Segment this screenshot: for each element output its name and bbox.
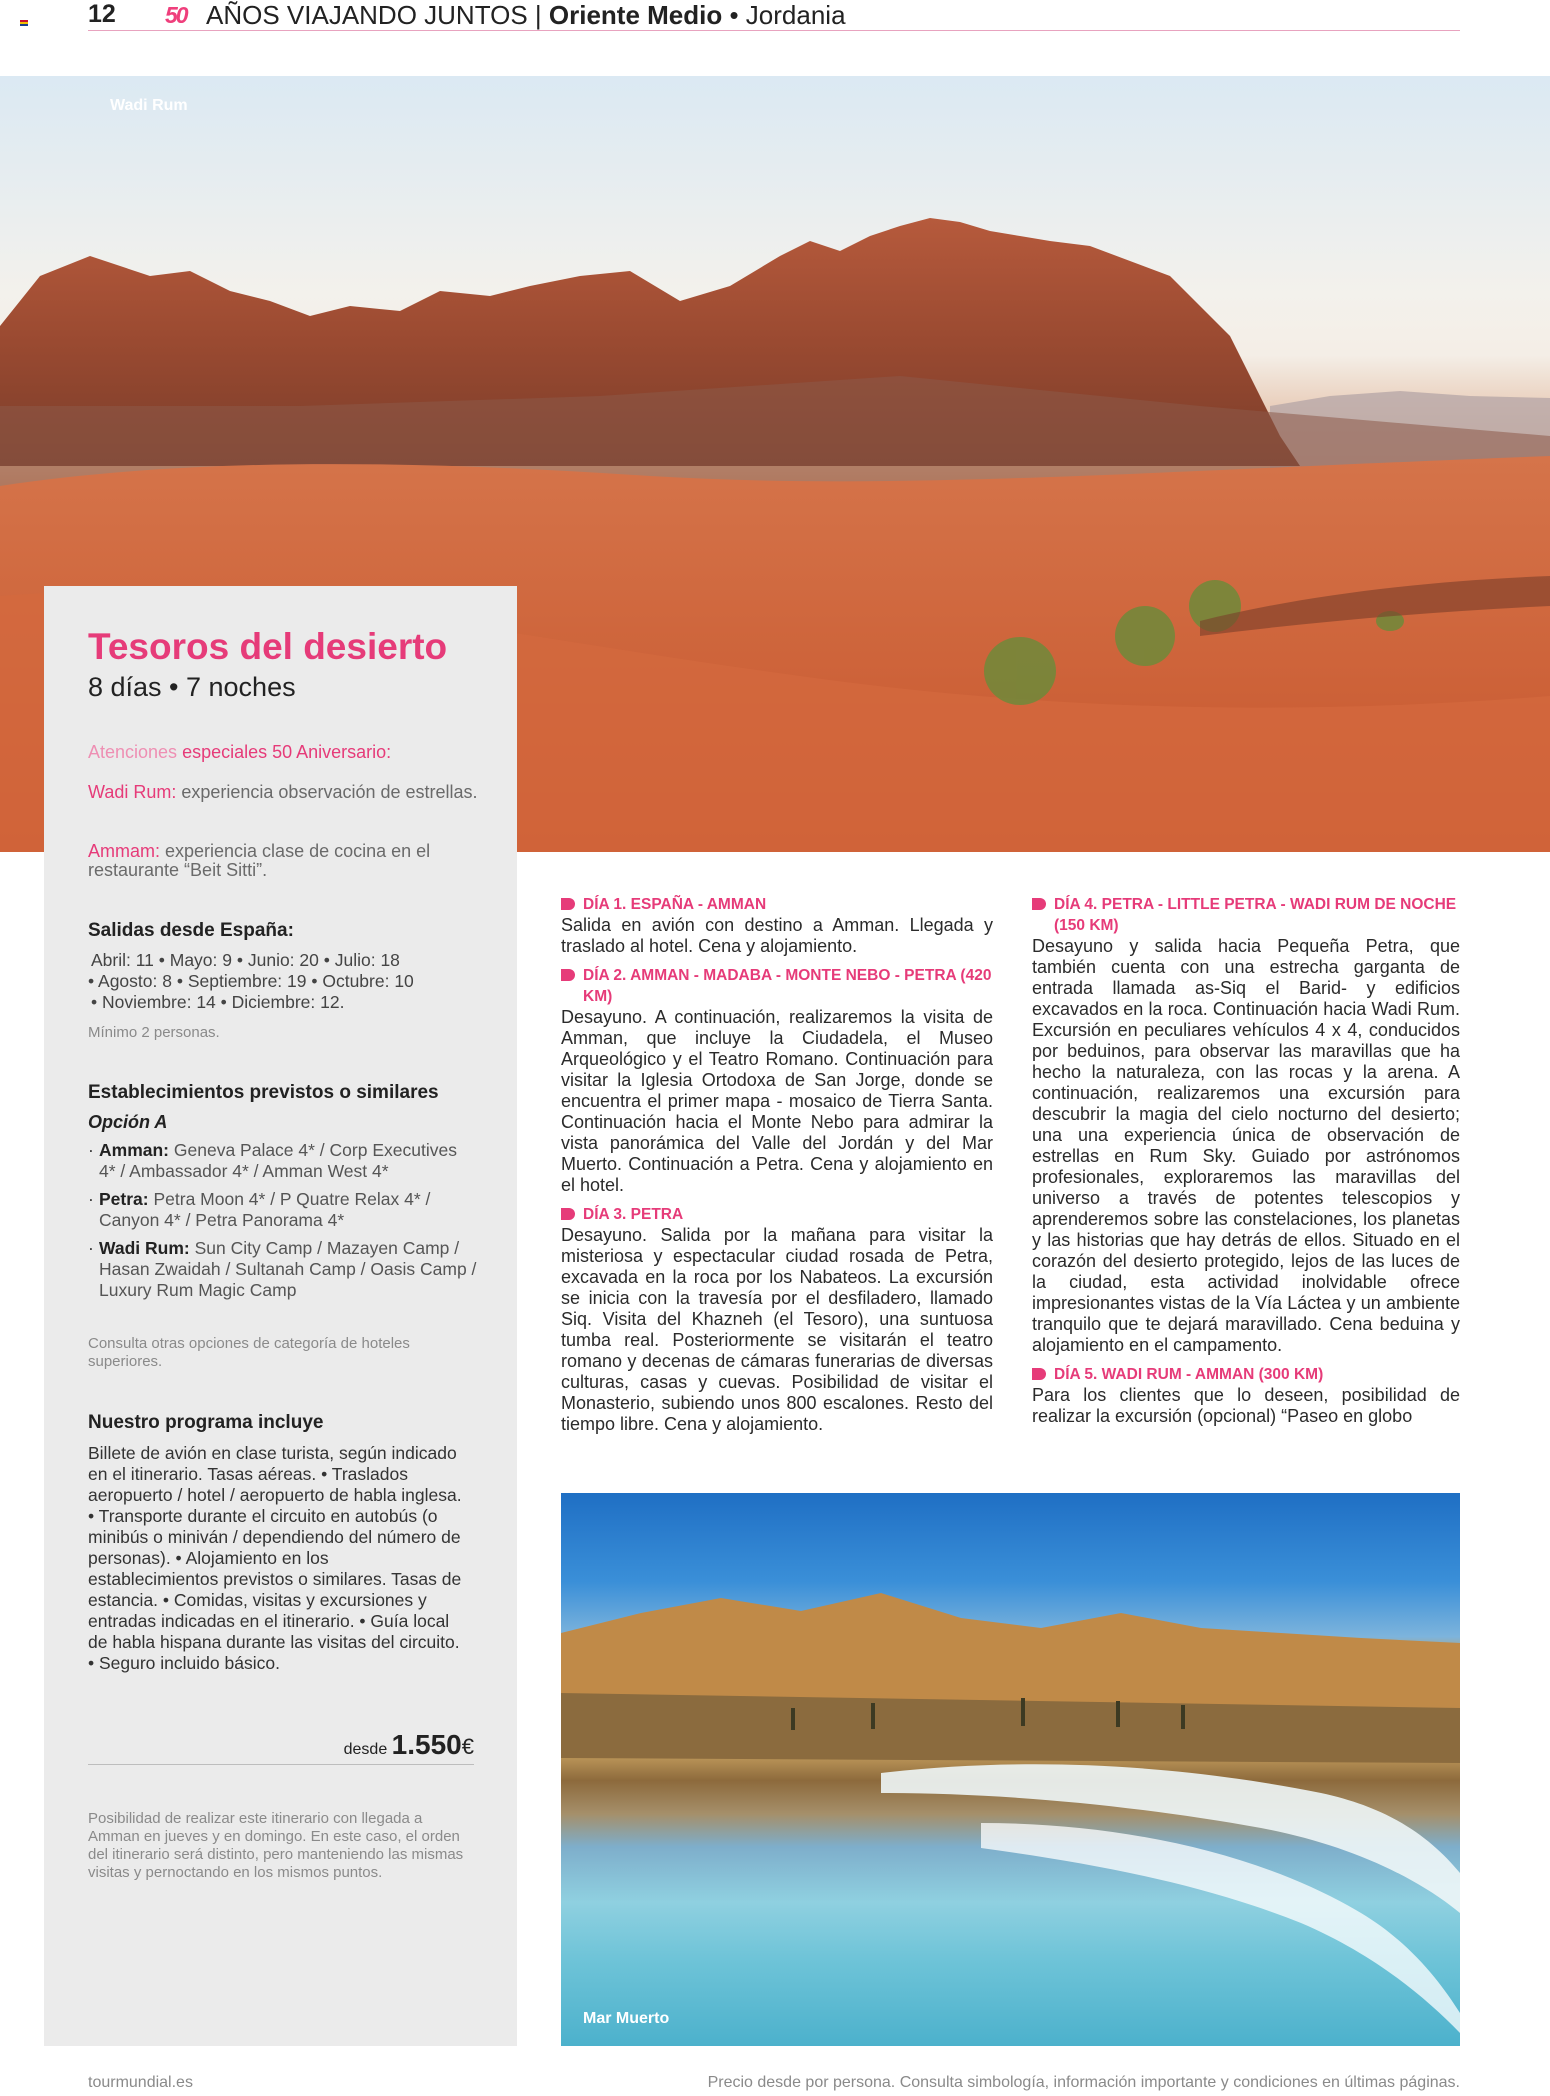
day-marker-icon: [1032, 1368, 1046, 1380]
attentions-heading-text: especiales 50 Aniversario:: [177, 742, 392, 762]
dead-sea-illustration: [561, 1493, 1460, 2046]
hotels-option: Opción A: [88, 1112, 168, 1132]
departures-line: Abril: 11 • Mayo: 9 • Junio: 20 • Julio: 18: [91, 950, 400, 970]
departures-line: • Noviembre: 14 • Diciembre: 12.: [91, 992, 345, 1012]
page-number: 12: [88, 0, 116, 28]
attention-1-place: Wadi Rum:: [88, 782, 177, 802]
includes-heading: Nuestro programa incluye: [88, 1412, 324, 1433]
header-region: Oriente Medio: [548, 0, 723, 30]
day-title-text: DÍA 2. AMMAN - MADABA - MONTE NEBO - PETRA (420 KM): [583, 967, 992, 1005]
day-title: [1032, 1364, 1460, 1385]
day-text: Salida en avión con destino a Amman. Llegada y traslado al hotel. Cena y alojamiento.: [561, 915, 993, 956]
hotel-city: Amman:: [99, 1140, 170, 1160]
day-text: Desayuno. A continuación, realizaremos la visita de Amman, que incluye la Ciudadela, el Museo Arqueológico y el Teatro Romano. Continuación para visitar la Iglesia Ortodoxa de San Jorge, donde se encuentra el primer mapa - mosaico de Tierra Santa. Continuación hacia el Monte Nebo para admirar la vista panorámica del Valle del Jordán y del Mar Muerto. Continuación a Petra. Cena y alojamiento en el hotel.: [561, 1007, 993, 1195]
hotel-city: Petra:: [99, 1189, 149, 1209]
price-currency: €: [461, 1734, 474, 1759]
itinerary-day-4: [1032, 894, 1460, 1356]
attention-2-text: experiencia clase de cocina en el restaurante “Beit Sitti”.: [88, 841, 431, 880]
hero-caption: Wadi Rum: [110, 97, 188, 114]
itinerary-day-3: [561, 1204, 993, 1435]
minimum-persons: Mínimo 2 personas.: [88, 1024, 220, 1041]
page-header: [88, 0, 1460, 31]
attention-wadi-rum: [88, 783, 478, 802]
hotel-names: Sun City Camp / Mazayen Camp / Hasan Zwaidah / Sultanah Camp / Oasis Camp / Luxury Rum Magic Camp: [99, 1238, 477, 1300]
anniversary-logo: 50: [165, 2, 187, 28]
itinerary-column-1: [561, 894, 993, 1443]
price-amount: 1.550: [391, 1729, 462, 1760]
header-country: • Jordania: [722, 0, 846, 30]
departures-dates: [88, 950, 478, 1013]
attentions-prefix: Atenciones: [88, 742, 178, 762]
trip-duration: 8 días • 7 noches: [88, 672, 296, 702]
includes-text: Billete de avión en clase turista, según indicado en el itinerario. Tasas aéreas. • Traslados aeropuerto / hotel / aeropuerto de habla inglesa. • Transporte durante el circuito en autobús (o minibús o miniván / dependiendo del número de personas). • Alojamiento en los establecimientos previstos o similares. Tasas de estancia. • Comidas, visitas y excursiones y entradas indicadas en el itinerario. • Guía local de habla hispana durante las visitas del circuito. • Seguro incluido básico.: [88, 1443, 462, 1673]
header-title-prefix: AÑOS VIAJANDO JUNTOS |: [206, 0, 549, 30]
footer-website: tourmundial.es: [88, 2074, 193, 2091]
day-text: Desayuno. Salida por la mañana para visitar la misteriosa y espectacular ciudad rosada de Petra, excavada en la roca por los Nabateos. La excursión se inicia con la travesía por el desfiladero, llamado Siq. Visita del Khazneh (el Tesoro), una suntuosa tumba real. Posteriormente se visitarán el teatro romano y decenas de cámaras funerarias de diversas culturas, casas y cuevas. Posibilidad de visitar el Monasterio, subiendo unos 800 escalones. Resto del tiempo libre. Cena y alojamiento.: [561, 1225, 993, 1434]
hotel-names: Petra Moon 4* / P Quatre Relax 4* / Canyon 4* / Petra Panorama 4*: [99, 1189, 431, 1230]
trip-summary-panel: [44, 586, 517, 2046]
hotel-city: Wadi Rum:: [99, 1238, 190, 1258]
attention-ammam: [88, 842, 478, 880]
hotel-names: Geneva Palace 4* / Corp Executives 4* / Ambassador 4* / Amman West 4*: [99, 1140, 457, 1181]
itinerary-day-5: [1032, 1364, 1460, 1427]
dead-sea-image: [561, 1493, 1460, 2046]
attention-1-text: experiencia observación de estrellas.: [176, 782, 478, 802]
header-title: [206, 0, 846, 31]
hotel-item-amman: [88, 1140, 478, 1182]
itinerary-day-1: [561, 894, 993, 957]
hotels-note: Consulta otras opciones de categoría de hoteles superiores.: [88, 1335, 410, 1370]
hotel-item-wadi-rum: [88, 1238, 478, 1301]
departures-line: • Agosto: 8 • Septiembre: 19 • Octubre: 10: [88, 971, 414, 991]
dead-sea-caption: Mar Muerto: [583, 2010, 670, 2027]
flag-icon: [20, 20, 28, 26]
itinerary-note: Posibilidad de realizar este itinerario con llegada a Amman en jueves y en domingo. En este caso, el orden del itinerario será distinto, pero manteniendo las mismas visitas y pernoctando en los mismos puntos.: [88, 1810, 464, 1881]
hotels-heading: Establecimientos previstos o similares: [88, 1082, 439, 1103]
hotel-item-petra: [88, 1189, 478, 1231]
day-title: [561, 965, 993, 1007]
footer-disclaimer: Precio desde por persona. Consulta simbología, información importante y condiciones en últimas páginas.: [707, 2074, 1460, 2091]
trip-title: Tesoros del desierto: [88, 626, 448, 667]
day-title-text: DÍA 3. PETRA: [583, 1206, 684, 1223]
day-marker-icon: [1032, 898, 1046, 910]
price-box: [88, 1729, 474, 1765]
hotels-list: [88, 1140, 478, 1301]
day-marker-icon: [561, 1208, 575, 1220]
attentions-heading: [88, 742, 478, 763]
day-marker-icon: [561, 969, 575, 981]
attention-2-place: Ammam:: [88, 841, 160, 861]
day-title-text: DÍA 5. WADI RUM - AMMAN (300 KM): [1054, 1366, 1324, 1383]
day-title-text: DÍA 1. ESPAÑA - AMMAN: [583, 896, 767, 913]
itinerary-column-2: [1032, 894, 1460, 1435]
day-marker-icon: [561, 898, 575, 910]
price-from: desde: [343, 1741, 388, 1758]
day-text: Desayuno y salida hacia Pequeña Petra, que también cuenta con una estrecha garganta de entrada llamada as-Siq el Barid- y edificios excavados en la roca. Continuación hacia Wadi Rum. Excursión en peculiares vehículos 4 x 4, conducidos por beduinos, para observar las maravillas que ha hecho la naturaleza, con las rocas y la arena. A continuación, realizaremos una excursión para descubrir la magia del cielo nocturno del desierto; una una experiencia única de observación de estrellas en Rum Sky. Guiado por astrónomos profesionales, exploraremos las maravillas del universo a través de potentes telescopios y aprenderemos sobre las constelaciones, los planetas y las historias que hay detrás de ellos. Situado en el corazón del desierto protegido, lejos de las luces de la ciudad, esta actividad inolvidable ofrece impresionantes vistas de la Vía Láctea y un ambiente tranquilo que te dejará maravillado. Cena beduina y alojamiento en el campamento.: [1032, 936, 1460, 1355]
departures-heading: Salidas desde España:: [88, 920, 294, 941]
day-title: [561, 1204, 993, 1225]
day-title-text: DÍA 4. PETRA - LITTLE PETRA - WADI RUM DE NOCHE (150 KM): [1054, 896, 1457, 934]
itinerary-day-2: [561, 965, 993, 1196]
day-text: Para los clientes que lo deseen, posibilidad de realizar la excursión (opcional) “Paseo en globo: [1032, 1385, 1460, 1426]
day-title: [561, 894, 993, 915]
day-title: [1032, 894, 1460, 936]
